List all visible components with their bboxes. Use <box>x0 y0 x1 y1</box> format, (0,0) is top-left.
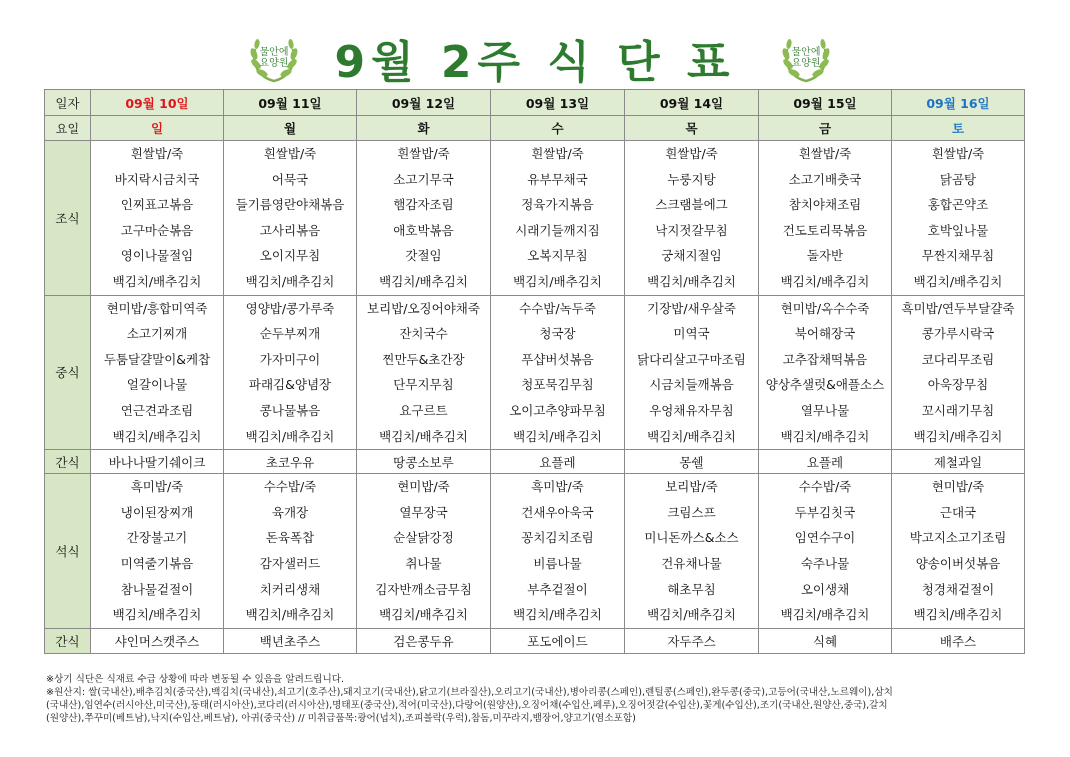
weekday-cell: 수 <box>491 116 625 141</box>
menu-item: 오이생채 <box>800 581 850 597</box>
breakfast-cell <box>491 141 625 296</box>
menu-item: 백김치/배추김치 <box>245 607 335 623</box>
menu-item: 콩가루시락국 <box>921 326 995 342</box>
menu-item: 갓절임 <box>405 248 442 264</box>
weekday-cell: 금 <box>759 116 892 141</box>
menu-item: 청경채겉절이 <box>921 581 995 597</box>
snack-row <box>45 628 1025 653</box>
menu-item: 파래김&양념장 <box>248 377 332 393</box>
snack-cell: 배주스 <box>892 628 1025 653</box>
weekday-cell: 일 <box>91 116 224 141</box>
note-line: ※원산지: 쌀(국내산),배추김치(중국산),백김치(국내산),쇠고기(호주산),돼지고기(국내산),닭고기(브라질산),오리고기(국내산),병아리콩(스페인),렌틸콩(스페인),완두콩(중국),고등어(국내산,노르웨이),삼치 <box>46 687 893 698</box>
menu-item: 보리밥/죽 <box>665 479 718 495</box>
breakfast-cell <box>625 141 759 296</box>
menu-item: 인찌표고볶음 <box>120 197 194 213</box>
menu-item: 얼갈이나물 <box>126 377 188 393</box>
snack-row <box>45 450 1025 474</box>
dinner-cell <box>357 474 491 629</box>
menu-item: 청국장 <box>539 326 576 342</box>
menu-item: 호박잎나물 <box>927 222 989 238</box>
menu-item: 백김치/배추김치 <box>913 273 1003 289</box>
lunch-cell <box>892 295 1025 450</box>
breakfast-cell <box>357 141 491 296</box>
menu-item: 백김치/배추김치 <box>112 273 202 289</box>
menu-item: 고구마순볶음 <box>120 222 194 238</box>
snack-cell: 검은콩두유 <box>357 628 491 653</box>
menu-item: 미니돈까스&소스 <box>644 530 739 546</box>
snack-cell: 자두주스 <box>625 628 759 653</box>
menu-item: 근대국 <box>939 504 977 520</box>
menu-item: 시래기들깨지짐 <box>515 222 600 238</box>
menu-item: 백김치/배추김치 <box>112 428 202 444</box>
menu-item: 현미밥/옥수수죽 <box>780 300 870 316</box>
menu-item: 임연수구이 <box>794 530 856 546</box>
lunch-cell <box>491 295 625 450</box>
menu-item: 부추겉절이 <box>527 581 588 597</box>
menu-item: 흑미밥/죽 <box>531 479 584 495</box>
menu-item: 건유채나물 <box>661 555 722 571</box>
menu-item: 백김치/배추김치 <box>379 273 468 289</box>
menu-item: 비름나물 <box>533 555 582 571</box>
menu-item: 치커리생채 <box>259 581 321 597</box>
snack-cell: 샤인머스캣주스 <box>91 628 224 653</box>
date-cell: 09월 16일 <box>892 90 1025 116</box>
menu-item: 백김치/배추김치 <box>513 273 602 289</box>
menu-item: 백김치/배추김치 <box>647 607 736 623</box>
menu-item: 스크램블에그 <box>655 197 728 213</box>
menu-item: 흑미밥/죽 <box>130 479 184 495</box>
menu-item: 현미밥/흥합미역죽 <box>106 300 208 316</box>
breakfast-row <box>45 141 1025 296</box>
menu-item: 코다리무조림 <box>921 351 995 367</box>
logo-text-line1: 물안에 <box>259 47 289 58</box>
weekday-label: 요일 <box>45 116 91 141</box>
snack-label: 간식 <box>45 450 91 474</box>
menu-item: 백김치/배추김치 <box>647 428 736 444</box>
menu-item: 애호박볶음 <box>393 222 454 238</box>
menu-item: 수수밥/죽 <box>263 479 317 495</box>
menu-item: 건새우아욱국 <box>521 504 594 520</box>
snack-cell: 요플레 <box>759 450 892 474</box>
menu-item: 해초무침 <box>667 581 716 597</box>
dinner-label: 석식 <box>45 474 91 629</box>
menu-item: 닭곰탕 <box>939 171 977 187</box>
menu-item: 고사리볶음 <box>259 222 321 238</box>
menu-item: 백김치/배추김치 <box>245 428 335 444</box>
menu-item: 푸샵버섯볶음 <box>521 351 594 367</box>
dinner-cell <box>892 474 1025 629</box>
menu-item: 건도토리묵볶음 <box>782 222 868 238</box>
date-cell: 09월 12일 <box>357 90 491 116</box>
dinner-cell <box>91 474 224 629</box>
menu-item: 간장불고기 <box>126 530 188 546</box>
menu-item: 참나물겉절이 <box>120 581 194 597</box>
date-cell: 09월 10일 <box>91 90 224 116</box>
note-line: ※상기 식단은 식재료 수급 상황에 따라 변동될 수 있음을 알려드립니다. <box>46 674 345 685</box>
menu-item: 돈육폭찹 <box>265 530 315 546</box>
breakfast-cell <box>91 141 224 296</box>
menu-item: 누룽지탕 <box>667 171 716 187</box>
menu-item: 백김치/배추김치 <box>647 273 736 289</box>
note-line: (국내산),임연수(러시아산,미국산),동태(러시아산),코다리(러시아산),명태포(중국산),적어(미국산),다랑어(원양산),오징어채(수입산,페루),오징어젓갈(수입산),꽃게(수입산),조기(국내산,원양산,중국),갈치 <box>46 700 888 711</box>
menu-item: 꽁치김치조림 <box>521 530 594 546</box>
menu-item: 열무장국 <box>399 504 448 520</box>
breakfast-cell <box>759 141 892 296</box>
menu-item: 청포묵김무침 <box>521 377 594 393</box>
logo-right <box>778 30 834 86</box>
menu-item: 우엉채유자무침 <box>649 402 734 418</box>
menu-item: 냉이된장찌개 <box>120 504 194 520</box>
menu-item: 유부무채국 <box>527 171 588 187</box>
menu-item: 백김치/배추김치 <box>780 428 870 444</box>
menu-item: 오이지무침 <box>259 248 321 264</box>
logo-text-line2: 요양원 <box>791 58 821 69</box>
menu-item: 순두부찌개 <box>259 326 321 342</box>
note-line: (원양산),쭈꾸미(베트남),낙지(수입산,베트남), 아귀(중국산) // 미취급품목:광어(넙치),조피볼락(우럭),참돔,미꾸라지,뱀장어,양고기(염소포함) <box>46 713 636 724</box>
menu-item: 오복지무침 <box>527 248 588 264</box>
lunch-cell <box>357 295 491 450</box>
dinner-cell <box>491 474 625 629</box>
menu-item: 보리밥/오징어야채죽 <box>367 300 480 316</box>
weekday-cell: 월 <box>224 116 357 141</box>
snack-cell: 초코우유 <box>224 450 357 474</box>
header <box>0 0 1070 86</box>
menu-item: 궁채지절임 <box>661 248 722 264</box>
menu-item: 연근견과조림 <box>120 402 194 418</box>
menu-item: 두툼달걀말이&케찹 <box>103 351 211 367</box>
snack-cell: 바나나딸기쉐이크 <box>91 450 224 474</box>
snack-label: 간식 <box>45 628 91 653</box>
breakfast-cell <box>224 141 357 296</box>
dinner-cell <box>224 474 357 629</box>
menu-item: 소고기찌개 <box>126 326 188 342</box>
menu-item: 소고기무국 <box>393 171 454 187</box>
menu-item: 흰쌀밥/죽 <box>798 146 852 161</box>
snack-cell: 포도에이드 <box>491 628 625 653</box>
menu-item: 가자미구이 <box>259 351 321 367</box>
menu-item: 흰쌀밥/죽 <box>531 146 584 161</box>
menu-item: 어묵국 <box>271 171 309 187</box>
menu-item: 햄감자조림 <box>393 197 454 213</box>
menu-item: 감자샐러드 <box>259 555 321 571</box>
date-cell: 09월 15일 <box>759 90 892 116</box>
menu-item: 백김치/배추김치 <box>379 428 468 444</box>
menu-item: 흰쌀밥/죽 <box>130 146 184 161</box>
menu-item: 김자반깨소금무침 <box>375 581 472 597</box>
menu-item: 백김치/배추김치 <box>513 607 602 623</box>
menu-item: 흑미밥/연두부달걀죽 <box>901 300 1015 316</box>
menu-item: 바지락시금치국 <box>114 171 200 187</box>
date-cell: 09월 14일 <box>625 90 759 116</box>
snack-cell: 요플레 <box>491 450 625 474</box>
menu-item: 백김치/배추김치 <box>913 428 1003 444</box>
weekday-cell: 화 <box>357 116 491 141</box>
date-label: 일자 <box>45 90 91 116</box>
menu-item: 고추잡채떡볶음 <box>782 351 868 367</box>
menu-item: 백김치/배추김치 <box>780 273 870 289</box>
lunch-label: 중식 <box>45 295 91 450</box>
weekday-cell: 토 <box>892 116 1025 141</box>
logo-text-line1: 물안에 <box>791 47 821 58</box>
date-cell: 09월 11일 <box>224 90 357 116</box>
menu-item: 열무나물 <box>800 402 850 418</box>
menu-item: 소고기배춧국 <box>788 171 862 187</box>
date-cell: 09월 13일 <box>491 90 625 116</box>
dinner-cell <box>759 474 892 629</box>
menu-item: 아욱장무침 <box>927 377 989 393</box>
dinner-cell <box>625 474 759 629</box>
menu-item: 수수밥/녹두죽 <box>519 300 596 316</box>
menu-item: 백김치/배추김치 <box>112 607 202 623</box>
menu-item: 흰쌀밥/죽 <box>931 146 985 161</box>
lunch-cell <box>91 295 224 450</box>
menu-item: 북어해장국 <box>794 326 856 342</box>
menu-item: 백김치/배추김치 <box>513 428 602 444</box>
menu-item: 오이고추양파무침 <box>509 402 606 418</box>
menu-item: 들기름영란야채볶음 <box>235 197 345 213</box>
menu-item: 현미밥/죽 <box>397 479 450 495</box>
lunch-cell <box>759 295 892 450</box>
menu-item: 백김치/배추김치 <box>379 607 468 623</box>
menu-item: 기장밥/새우살죽 <box>647 300 736 316</box>
menu-item: 흰쌀밥/죽 <box>665 146 718 161</box>
menu-item: 수수밥/죽 <box>798 479 852 495</box>
menu-item: 콩나물볶음 <box>259 402 321 418</box>
lunch-cell <box>224 295 357 450</box>
menu-item: 순살닭강정 <box>393 530 454 546</box>
menu-item: 크림스프 <box>667 504 716 520</box>
menu-item: 양상추샐럿&애플소스 <box>765 377 885 393</box>
menu-item: 육개장 <box>271 504 309 520</box>
menu-item: 영이나물절임 <box>120 248 194 264</box>
snack-cell: 제철과일 <box>892 450 1025 474</box>
menu-item: 취나물 <box>405 555 442 571</box>
snack-cell: 땅콩소보루 <box>357 450 491 474</box>
menu-item: 백김치/배추김치 <box>913 607 1003 623</box>
menu-item: 돌자반 <box>806 248 844 264</box>
page-title: 9월 2주 식 단 표 <box>334 37 736 88</box>
menu-item: 현미밥/죽 <box>931 479 985 495</box>
menu-item: 낙지젓갈무침 <box>655 222 728 238</box>
menu-item: 시금치들깨볶음 <box>649 377 734 393</box>
breakfast-label: 조식 <box>45 141 91 296</box>
snack-cell: 몽쉘 <box>625 450 759 474</box>
menu-item: 미역국 <box>673 326 710 342</box>
breakfast-cell <box>892 141 1025 296</box>
menu-table <box>44 89 1025 654</box>
menu-item: 정육가지볶음 <box>521 197 594 213</box>
menu-item: 숙주나물 <box>800 555 850 571</box>
menu-item: 박고지소고기조림 <box>909 530 1007 546</box>
menu-item: 흰쌀밥/죽 <box>263 146 317 161</box>
menu-item: 닭다리살고구마조림 <box>637 351 746 367</box>
menu-item: 잔치국수 <box>399 326 448 342</box>
lunch-row <box>45 295 1025 450</box>
menu-item: 단무지무침 <box>393 377 454 393</box>
logo-text-line2: 요양원 <box>259 58 289 69</box>
menu-item: 미역줄기볶음 <box>120 555 194 571</box>
menu-item: 요구르트 <box>399 402 448 418</box>
lunch-cell <box>625 295 759 450</box>
menu-item: 영양밥/콩가루죽 <box>245 300 335 316</box>
menu-item: 홍합곤약조 <box>927 197 989 213</box>
date-row <box>45 90 1025 116</box>
menu-item: 두부김칫국 <box>794 504 856 520</box>
menu-item: 흰쌀밥/죽 <box>397 146 450 161</box>
dinner-row <box>45 474 1025 629</box>
snack-cell: 백년초주스 <box>224 628 357 653</box>
menu-item: 참치야채조림 <box>788 197 862 213</box>
menu-item: 양송이버섯볶음 <box>915 555 1001 571</box>
menu-item: 꼬시래기무침 <box>921 402 995 418</box>
weekday-cell: 목 <box>625 116 759 141</box>
menu-item: 백김치/배추김치 <box>780 607 870 623</box>
notes <box>46 673 1036 725</box>
weekday-row <box>45 116 1025 141</box>
snack-cell: 식혜 <box>759 628 892 653</box>
menu-item: 백김치/배추김치 <box>245 273 335 289</box>
menu-item: 무짠지채무침 <box>921 248 995 264</box>
menu-item: 찐만두&초간장 <box>382 351 465 367</box>
